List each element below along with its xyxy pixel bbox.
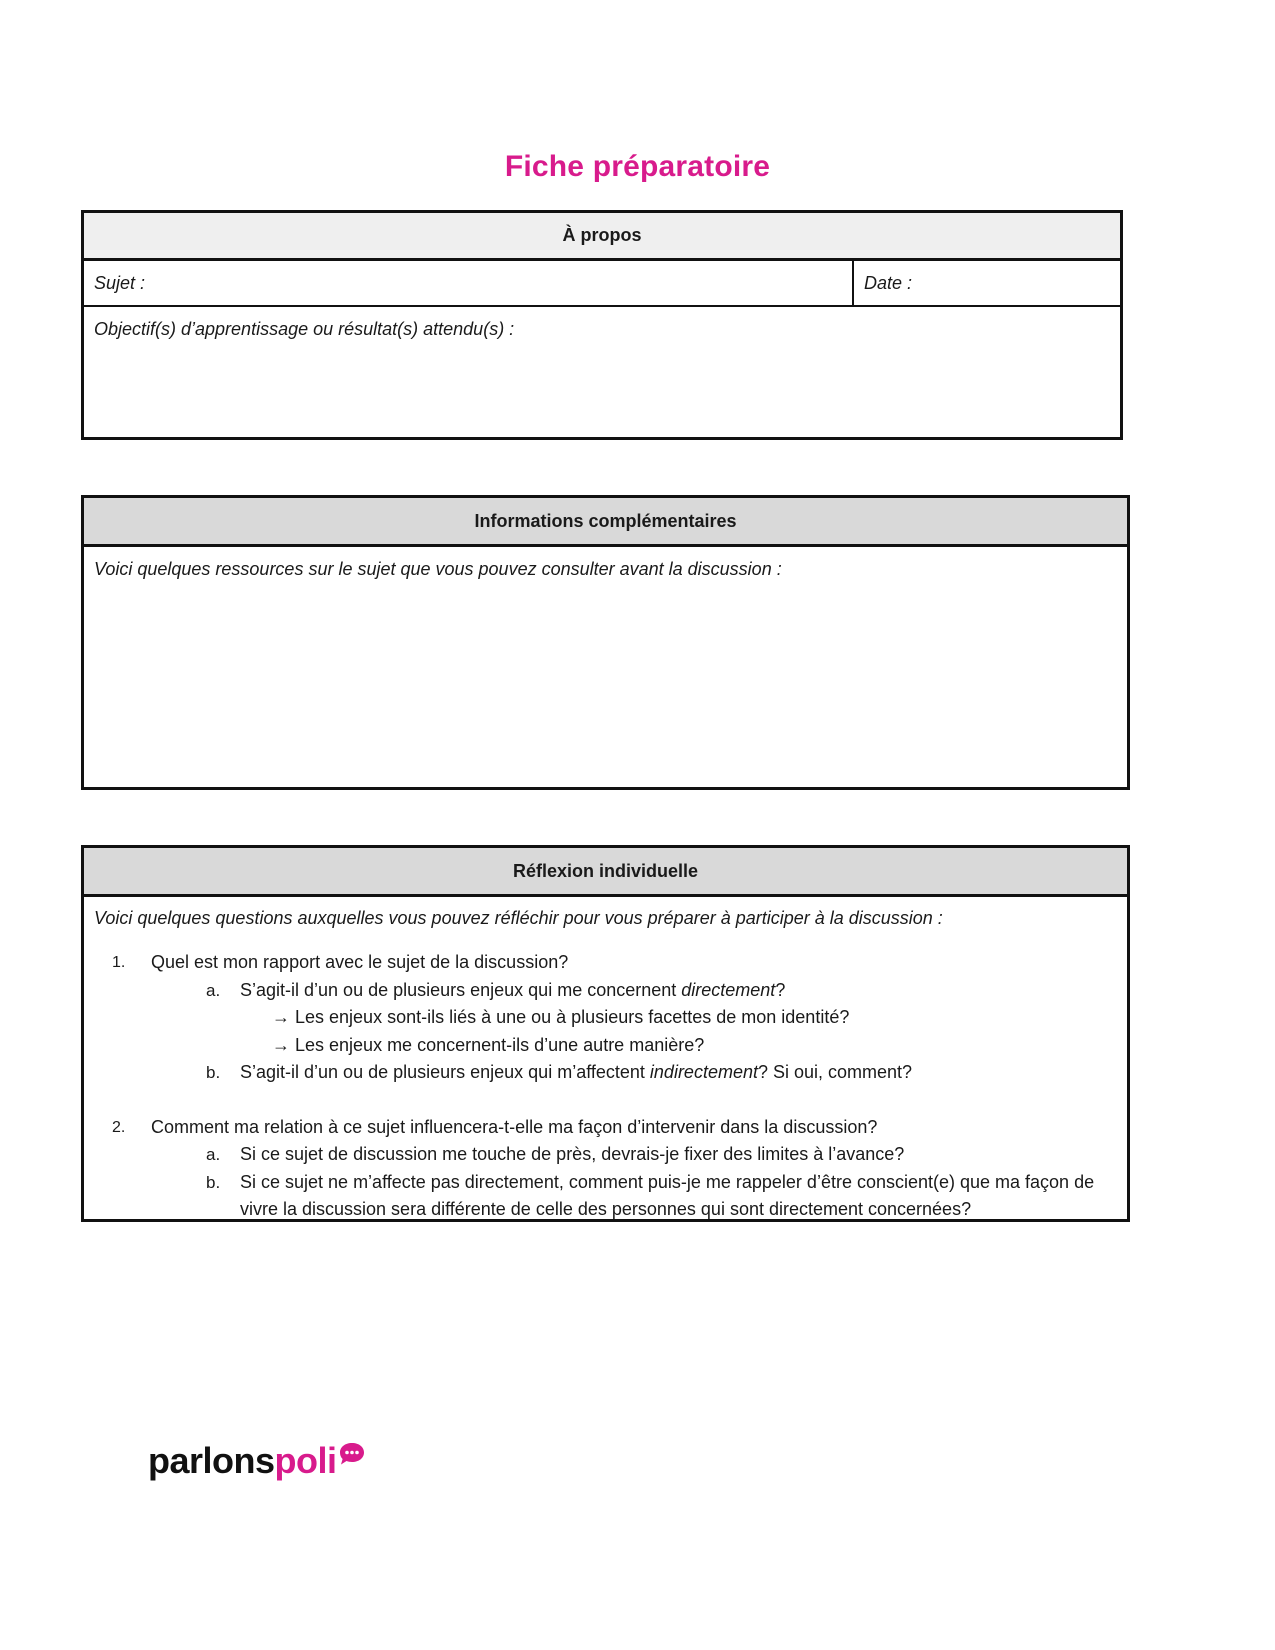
sub-question-pre: S’agit-il d’un ou de plusieurs enjeux qui m’affectent bbox=[240, 1062, 650, 1082]
sub-question-pre: Si ce sujet de discussion me touche de près, devrais-je fixer des limites à l’avance? bbox=[240, 1144, 905, 1164]
question-item bbox=[94, 949, 1117, 1087]
reflection-intro: Voici quelques questions auxquelles vous pouvez réfléchir pour vous préparer à participer à la discussion : bbox=[94, 908, 943, 928]
sub-question-pre: S’agit-il d’un ou de plusieurs enjeux qui me concernent bbox=[240, 979, 682, 1000]
reflection-section bbox=[81, 845, 1130, 1222]
sub-question-item bbox=[151, 1141, 1117, 1169]
about-section bbox=[81, 210, 1123, 440]
logo-text-parlons: parlons bbox=[148, 1440, 275, 1481]
question-list bbox=[94, 949, 1117, 1224]
arrow-sub-question: → Les enjeux sont-ils liés à une ou à plusieurs facettes de mon identité? bbox=[272, 1007, 850, 1027]
subject-field[interactable]: Sujet : bbox=[84, 261, 854, 305]
logo-text-poli: poli bbox=[274, 1440, 337, 1481]
sub-question-item bbox=[151, 977, 1117, 1060]
sub-question-em: directement bbox=[681, 979, 776, 1000]
question-number: 2. bbox=[112, 1118, 126, 1136]
sub-question-letter: b. bbox=[206, 1063, 221, 1082]
sub-question-post: ? Si oui, comment? bbox=[757, 1062, 913, 1082]
date-field[interactable]: Date : bbox=[864, 272, 913, 293]
question-number: 1. bbox=[112, 954, 126, 971]
sub-question-letter: a. bbox=[206, 980, 221, 1000]
info-intro: Voici quelques ressources sur le sujet que vous pouvez consulter avant la discussion : bbox=[94, 559, 782, 579]
sub-question-letter: b. bbox=[206, 1172, 221, 1192]
question-item bbox=[94, 1114, 1117, 1224]
sub-question-letter: a. bbox=[206, 1145, 221, 1164]
sub-question-post: ? bbox=[775, 979, 786, 1000]
sub-question-text bbox=[240, 1169, 1117, 1224]
sub-question-item bbox=[151, 1059, 1117, 1087]
sub-question-item bbox=[151, 1169, 1117, 1224]
sub-question-em: indirectement bbox=[649, 1062, 758, 1082]
question-text: Comment ma relation à ce sujet influencera-t-elle ma façon d’intervenir dans la discussion? bbox=[151, 1116, 878, 1137]
page-title: Fiche préparatoire bbox=[504, 150, 771, 183]
parlonspoli-logo bbox=[148, 1440, 365, 1482]
info-heading: Informations complémentaires bbox=[84, 498, 1127, 547]
sub-question-pre: Si ce sujet ne m’affecte pas directement, comment puis-je me rappeler d’être conscient(e) que ma façon de vivre la discussion sera différente de celle des personnes qui sont directement concernées? bbox=[240, 1171, 1095, 1219]
info-section bbox=[81, 495, 1130, 790]
sub-question-text bbox=[240, 977, 1117, 1005]
objectives-field[interactable]: Objectif(s) d’apprentissage ou résultat(s) attendu(s) : bbox=[94, 319, 515, 339]
question-text: Quel est mon rapport avec le sujet de la discussion? bbox=[151, 952, 569, 972]
speech-bubble-icon bbox=[339, 1442, 365, 1466]
reflection-heading: Réflexion individuelle bbox=[84, 848, 1127, 897]
subject-date-row bbox=[84, 261, 1120, 307]
arrow-sub-question: → Les enjeux me concernent-ils d’une autre manière? bbox=[272, 1034, 705, 1055]
sub-question-text bbox=[240, 1141, 1117, 1169]
sub-question-text bbox=[240, 1059, 1117, 1087]
about-heading: À propos bbox=[84, 213, 1120, 261]
